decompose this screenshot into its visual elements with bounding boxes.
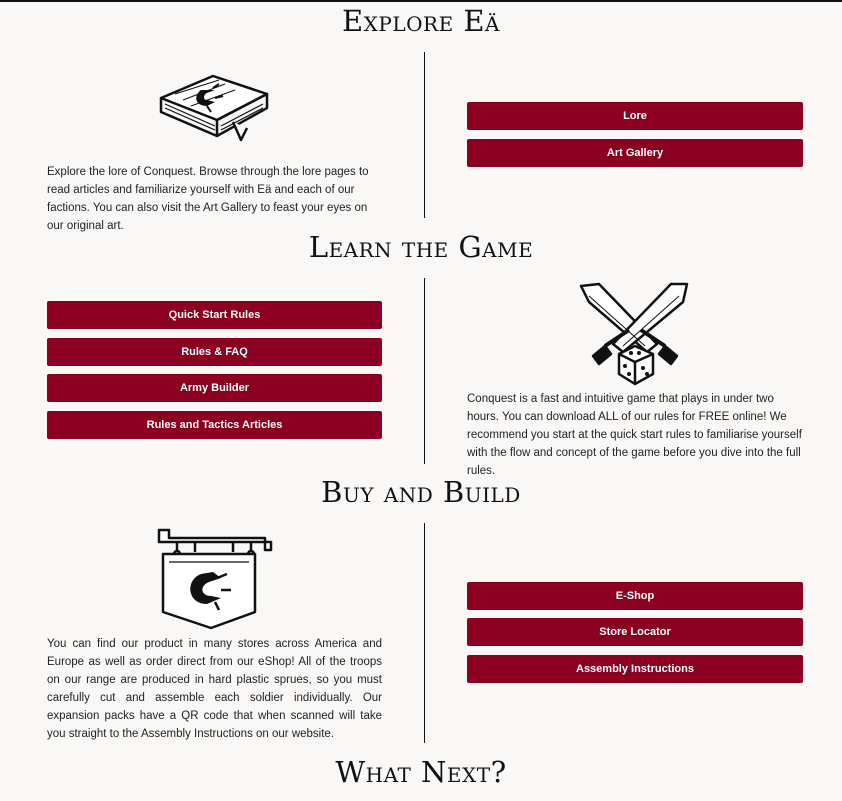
section-title-next: What Next? (335, 755, 507, 789)
section-title-buy: Buy and Build (321, 475, 521, 509)
crossed-swords-dice-icon (575, 280, 695, 388)
book-icon (155, 68, 273, 148)
assembly-instructions-button[interactable]: Assembly Instructions (467, 655, 803, 683)
art-gallery-button[interactable]: Art Gallery (467, 139, 803, 167)
shop-sign-icon (155, 526, 273, 632)
eshop-button[interactable]: E-Shop (467, 582, 803, 610)
divider-buy (424, 523, 425, 743)
explore-description: Explore the lore of Conquest. Browse through the lore pages to read articles and familiarize yourself with Eä and each of our factions. You can also visit the Art Gallery to feast your eyes on our original art. (47, 166, 369, 232)
lore-button[interactable]: Lore (467, 102, 803, 130)
section-title-learn: Learn the Game (308, 230, 534, 264)
quick-start-rules-button[interactable]: Quick Start Rules (47, 301, 382, 329)
buy-description: You can find our product in many stores across America and Europe as well as order direct from our eShop! All of the troops on our range are produced in hard plastic sprues, so you must carefully cut and assemble each soldier individually. Our expansion packs have a QR code that when scanned will take you straight to the Assembly Instructions on our website. (47, 638, 382, 740)
rules-tactics-articles-button[interactable]: Rules and Tactics Articles (47, 411, 382, 439)
store-locator-button[interactable]: Store Locator (467, 618, 803, 646)
section-title-explore: Explore Eä (341, 4, 501, 38)
learn-description: Conquest is a fast and intuitive game that plays in under two hours. You can download ALL of our rules for FREE online! We recommend you start at the quick start rules to familiarise yourself with the flow and concept of the game before you dive into the full rules. (467, 393, 802, 477)
divider-learn (424, 278, 425, 464)
army-builder-button[interactable]: Army Builder (47, 374, 382, 402)
divider-explore (424, 52, 425, 218)
rules-faq-button[interactable]: Rules & FAQ (47, 338, 382, 366)
